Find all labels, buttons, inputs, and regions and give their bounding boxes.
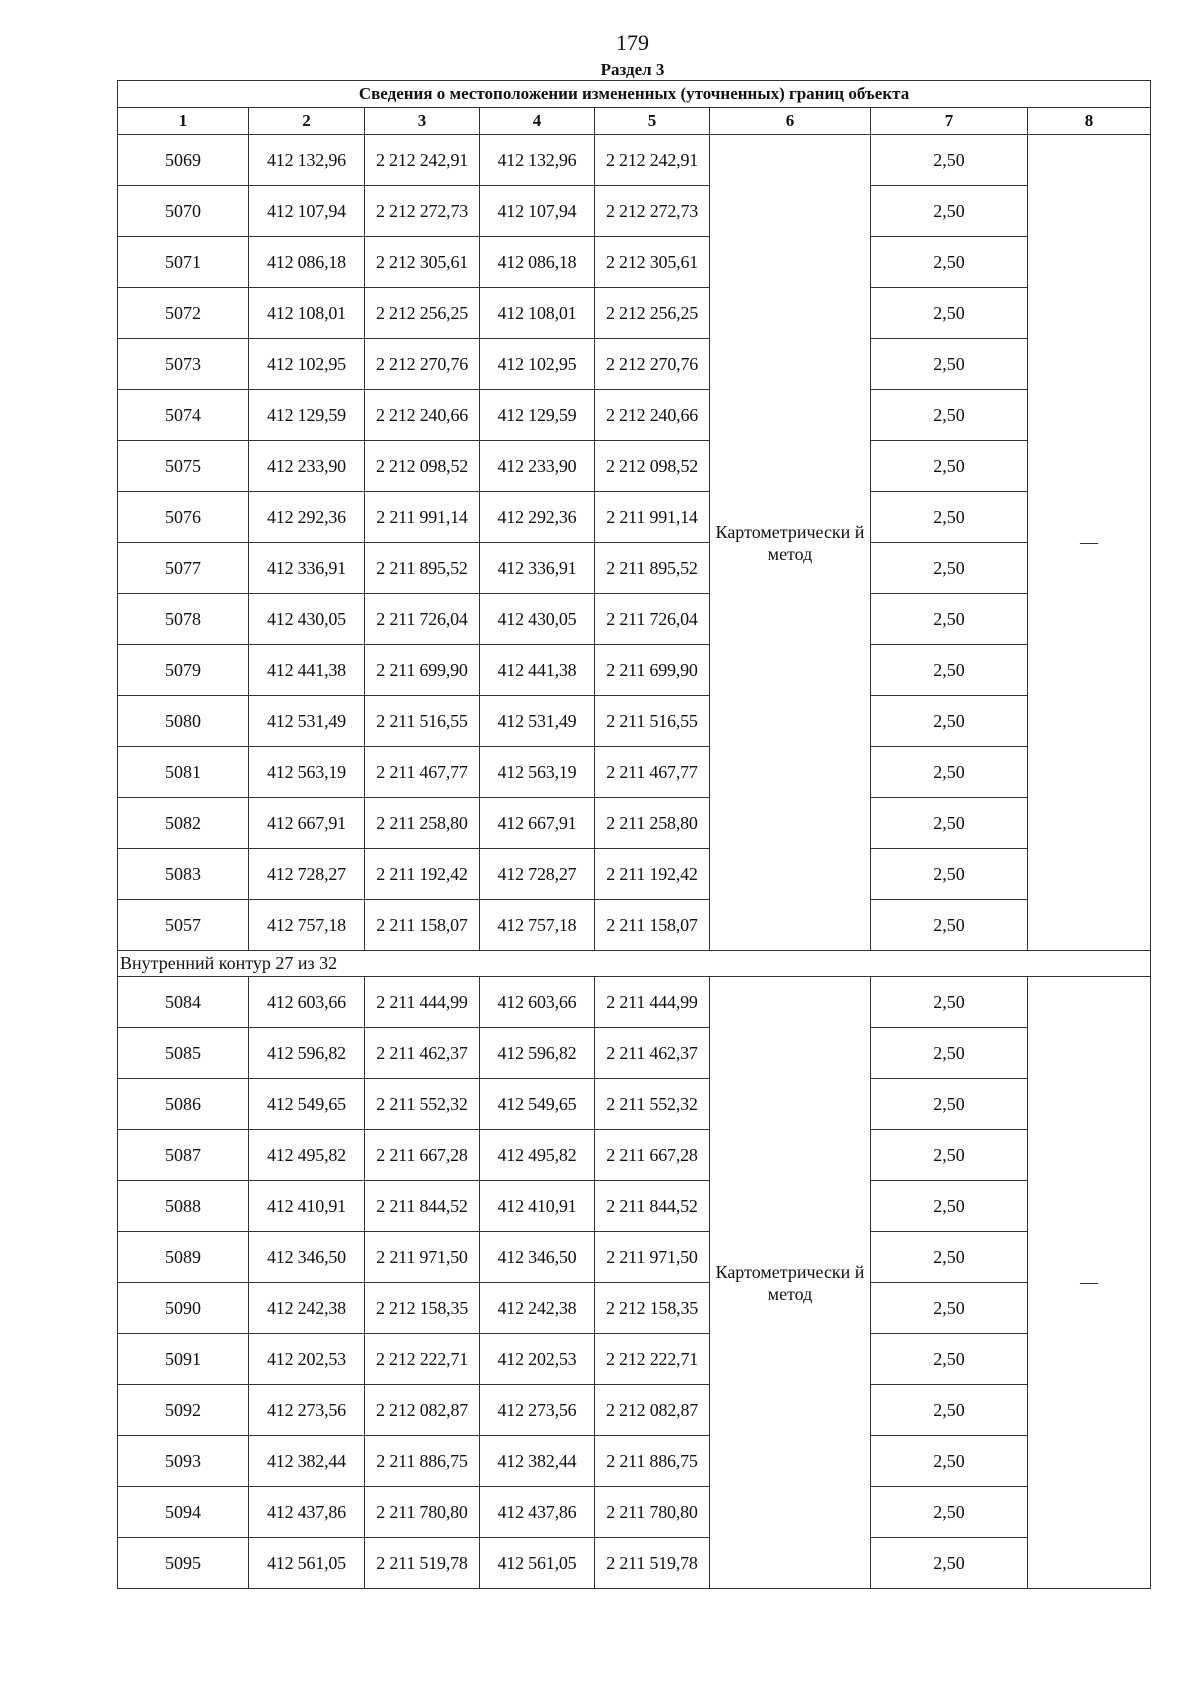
table-body [118, 135, 1151, 1589]
y-new-coordinate-cell: 2 211 192,42 [595, 849, 710, 900]
y-coordinate-cell: 2 211 192,42 [365, 849, 480, 900]
x-coordinate-cell: 412 202,53 [249, 1334, 365, 1385]
y-new-coordinate-cell: 2 211 158,07 [595, 900, 710, 951]
y-coordinate-cell: 2 212 272,73 [365, 186, 480, 237]
y-new-coordinate-cell: 2 212 240,66 [595, 390, 710, 441]
point-number-cell: 5090 [118, 1283, 249, 1334]
x-coordinate-cell: 412 336,91 [249, 543, 365, 594]
y-new-coordinate-cell: 2 212 242,91 [595, 135, 710, 186]
point-number-cell: 5072 [118, 288, 249, 339]
point-number-cell: 5071 [118, 237, 249, 288]
table-row [118, 1181, 1151, 1232]
column8-cell: — [1028, 135, 1151, 951]
y-new-coordinate-cell: 2 211 444,99 [595, 977, 710, 1028]
y-new-coordinate-cell: 2 211 886,75 [595, 1436, 710, 1487]
y-coordinate-cell: 2 211 158,07 [365, 900, 480, 951]
point-number-cell: 5088 [118, 1181, 249, 1232]
column-number-header: 5 [595, 108, 710, 135]
precision-cell: 2,50 [871, 798, 1028, 849]
y-new-coordinate-cell: 2 211 552,32 [595, 1079, 710, 1130]
x-coordinate-cell: 412 273,56 [249, 1385, 365, 1436]
precision-cell: 2,50 [871, 696, 1028, 747]
x-new-coordinate-cell: 412 132,96 [480, 135, 595, 186]
x-new-coordinate-cell: 412 410,91 [480, 1181, 595, 1232]
table-row [118, 594, 1151, 645]
y-coordinate-cell: 2 212 098,52 [365, 441, 480, 492]
table-row [118, 390, 1151, 441]
precision-cell: 2,50 [871, 747, 1028, 798]
method-cell: Картометрически й метод [710, 977, 871, 1589]
precision-cell: 2,50 [871, 492, 1028, 543]
y-new-coordinate-cell: 2 212 222,71 [595, 1334, 710, 1385]
contour-label: Внутренний контур 27 из 32 [118, 951, 1151, 977]
precision-cell: 2,50 [871, 1181, 1028, 1232]
table-row [118, 492, 1151, 543]
table-row [118, 339, 1151, 390]
x-coordinate-cell: 412 129,59 [249, 390, 365, 441]
x-coordinate-cell: 412 233,90 [249, 441, 365, 492]
x-coordinate-cell: 412 410,91 [249, 1181, 365, 1232]
x-coordinate-cell: 412 437,86 [249, 1487, 365, 1538]
x-new-coordinate-cell: 412 667,91 [480, 798, 595, 849]
precision-cell: 2,50 [871, 900, 1028, 951]
x-new-coordinate-cell: 412 603,66 [480, 977, 595, 1028]
table-row [118, 1385, 1151, 1436]
point-number-cell: 5095 [118, 1538, 249, 1589]
x-new-coordinate-cell: 412 441,38 [480, 645, 595, 696]
x-new-coordinate-cell: 412 129,59 [480, 390, 595, 441]
x-new-coordinate-cell: 412 382,44 [480, 1436, 595, 1487]
point-number-cell: 5091 [118, 1334, 249, 1385]
x-coordinate-cell: 412 757,18 [249, 900, 365, 951]
y-coordinate-cell: 2 212 240,66 [365, 390, 480, 441]
x-coordinate-cell: 412 561,05 [249, 1538, 365, 1589]
point-number-cell: 5094 [118, 1487, 249, 1538]
y-new-coordinate-cell: 2 211 895,52 [595, 543, 710, 594]
y-coordinate-cell: 2 211 519,78 [365, 1538, 480, 1589]
column-numbers-row [118, 108, 1151, 135]
x-new-coordinate-cell: 412 273,56 [480, 1385, 595, 1436]
column8-cell: — [1028, 977, 1151, 1589]
x-new-coordinate-cell: 412 549,65 [480, 1079, 595, 1130]
point-number-cell: 5092 [118, 1385, 249, 1436]
precision-cell: 2,50 [871, 1385, 1028, 1436]
point-number-cell: 5093 [118, 1436, 249, 1487]
x-coordinate-cell: 412 495,82 [249, 1130, 365, 1181]
precision-cell: 2,50 [871, 1028, 1028, 1079]
y-coordinate-cell: 2 211 552,32 [365, 1079, 480, 1130]
point-number-cell: 5073 [118, 339, 249, 390]
precision-cell: 2,50 [871, 1130, 1028, 1181]
x-new-coordinate-cell: 412 596,82 [480, 1028, 595, 1079]
table-row [118, 1079, 1151, 1130]
point-number-cell: 5080 [118, 696, 249, 747]
column-number-header: 2 [249, 108, 365, 135]
table-row [118, 849, 1151, 900]
y-new-coordinate-cell: 2 211 467,77 [595, 747, 710, 798]
x-new-coordinate-cell: 412 495,82 [480, 1130, 595, 1181]
x-new-coordinate-cell: 412 102,95 [480, 339, 595, 390]
y-new-coordinate-cell: 2 211 991,14 [595, 492, 710, 543]
table-row [118, 900, 1151, 951]
precision-cell: 2,50 [871, 237, 1028, 288]
x-new-coordinate-cell: 412 242,38 [480, 1283, 595, 1334]
y-new-coordinate-cell: 2 212 305,61 [595, 237, 710, 288]
precision-cell: 2,50 [871, 339, 1028, 390]
y-coordinate-cell: 2 211 444,99 [365, 977, 480, 1028]
x-coordinate-cell: 412 242,38 [249, 1283, 365, 1334]
y-new-coordinate-cell: 2 211 699,90 [595, 645, 710, 696]
x-coordinate-cell: 412 382,44 [249, 1436, 365, 1487]
point-number-cell: 5074 [118, 390, 249, 441]
x-coordinate-cell: 412 430,05 [249, 594, 365, 645]
x-coordinate-cell: 412 441,38 [249, 645, 365, 696]
page-number: 179 [616, 30, 649, 55]
precision-cell: 2,50 [871, 135, 1028, 186]
x-new-coordinate-cell: 412 757,18 [480, 900, 595, 951]
y-coordinate-cell: 2 211 971,50 [365, 1232, 480, 1283]
y-new-coordinate-cell: 2 211 667,28 [595, 1130, 710, 1181]
table-row [118, 543, 1151, 594]
x-coordinate-cell: 412 102,95 [249, 339, 365, 390]
precision-cell: 2,50 [871, 441, 1028, 492]
table-row [118, 186, 1151, 237]
y-coordinate-cell: 2 211 886,75 [365, 1436, 480, 1487]
table-row [118, 1232, 1151, 1283]
precision-cell: 2,50 [871, 1334, 1028, 1385]
y-coordinate-cell: 2 211 462,37 [365, 1028, 480, 1079]
precision-cell: 2,50 [871, 849, 1028, 900]
precision-cell: 2,50 [871, 594, 1028, 645]
method-cell: Картометрически й метод [710, 135, 871, 951]
precision-cell: 2,50 [871, 1079, 1028, 1130]
x-coordinate-cell: 412 531,49 [249, 696, 365, 747]
x-new-coordinate-cell: 412 108,01 [480, 288, 595, 339]
table-row [118, 441, 1151, 492]
precision-cell: 2,50 [871, 645, 1028, 696]
table-title: Сведения о местоположении измененных (уточненных) границ объекта [118, 81, 1151, 108]
x-new-coordinate-cell: 412 292,36 [480, 492, 595, 543]
y-coordinate-cell: 2 211 895,52 [365, 543, 480, 594]
y-new-coordinate-cell: 2 212 270,76 [595, 339, 710, 390]
y-coordinate-cell: 2 211 467,77 [365, 747, 480, 798]
y-coordinate-cell: 2 211 699,90 [365, 645, 480, 696]
x-new-coordinate-cell: 412 430,05 [480, 594, 595, 645]
table-row [118, 798, 1151, 849]
x-coordinate-cell: 412 563,19 [249, 747, 365, 798]
table-row [118, 237, 1151, 288]
column-number-header: 1 [118, 108, 249, 135]
y-new-coordinate-cell: 2 211 971,50 [595, 1232, 710, 1283]
table-row [118, 288, 1151, 339]
y-coordinate-cell: 2 211 258,80 [365, 798, 480, 849]
table-row [118, 696, 1151, 747]
x-new-coordinate-cell: 412 346,50 [480, 1232, 595, 1283]
y-new-coordinate-cell: 2 211 519,78 [595, 1538, 710, 1589]
point-number-cell: 5079 [118, 645, 249, 696]
table-row [118, 1130, 1151, 1181]
coordinates-table [117, 80, 1151, 1589]
x-new-coordinate-cell: 412 437,86 [480, 1487, 595, 1538]
x-new-coordinate-cell: 412 728,27 [480, 849, 595, 900]
x-new-coordinate-cell: 412 233,90 [480, 441, 595, 492]
y-new-coordinate-cell: 2 211 516,55 [595, 696, 710, 747]
x-coordinate-cell: 412 728,27 [249, 849, 365, 900]
column-number-header: 7 [871, 108, 1028, 135]
point-number-cell: 5070 [118, 186, 249, 237]
x-coordinate-cell: 412 603,66 [249, 977, 365, 1028]
y-coordinate-cell: 2 211 991,14 [365, 492, 480, 543]
y-coordinate-cell: 2 211 516,55 [365, 696, 480, 747]
y-coordinate-cell: 2 211 780,80 [365, 1487, 480, 1538]
table-row [118, 1538, 1151, 1589]
point-number-cell: 5083 [118, 849, 249, 900]
x-coordinate-cell: 412 086,18 [249, 237, 365, 288]
x-new-coordinate-cell: 412 107,94 [480, 186, 595, 237]
column-number-header: 3 [365, 108, 480, 135]
table-row [118, 977, 1151, 1028]
point-number-cell: 5069 [118, 135, 249, 186]
x-coordinate-cell: 412 108,01 [249, 288, 365, 339]
point-number-cell: 5086 [118, 1079, 249, 1130]
y-new-coordinate-cell: 2 212 082,87 [595, 1385, 710, 1436]
y-new-coordinate-cell: 2 212 272,73 [595, 186, 710, 237]
y-coordinate-cell: 2 212 270,76 [365, 339, 480, 390]
table-row [118, 747, 1151, 798]
point-number-cell: 5084 [118, 977, 249, 1028]
y-coordinate-cell: 2 212 082,87 [365, 1385, 480, 1436]
y-coordinate-cell: 2 212 158,35 [365, 1283, 480, 1334]
point-number-cell: 5081 [118, 747, 249, 798]
precision-cell: 2,50 [871, 390, 1028, 441]
x-coordinate-cell: 412 292,36 [249, 492, 365, 543]
column-number-header: 6 [710, 108, 871, 135]
y-new-coordinate-cell: 2 212 158,35 [595, 1283, 710, 1334]
x-new-coordinate-cell: 412 531,49 [480, 696, 595, 747]
precision-cell: 2,50 [871, 977, 1028, 1028]
point-number-cell: 5057 [118, 900, 249, 951]
y-new-coordinate-cell: 2 211 726,04 [595, 594, 710, 645]
x-coordinate-cell: 412 549,65 [249, 1079, 365, 1130]
table-row [118, 1334, 1151, 1385]
table-row [118, 1028, 1151, 1079]
y-coordinate-cell: 2 211 726,04 [365, 594, 480, 645]
y-coordinate-cell: 2 211 844,52 [365, 1181, 480, 1232]
precision-cell: 2,50 [871, 1487, 1028, 1538]
x-new-coordinate-cell: 412 563,19 [480, 747, 595, 798]
y-coordinate-cell: 2 212 256,25 [365, 288, 480, 339]
table-row [118, 1283, 1151, 1334]
y-coordinate-cell: 2 212 242,91 [365, 135, 480, 186]
precision-cell: 2,50 [871, 1538, 1028, 1589]
precision-cell: 2,50 [871, 543, 1028, 594]
point-number-cell: 5082 [118, 798, 249, 849]
point-number-cell: 5075 [118, 441, 249, 492]
x-new-coordinate-cell: 412 202,53 [480, 1334, 595, 1385]
table-row [118, 645, 1151, 696]
precision-cell: 2,50 [871, 1232, 1028, 1283]
point-number-cell: 5077 [118, 543, 249, 594]
column-number-header: 4 [480, 108, 595, 135]
precision-cell: 2,50 [871, 1283, 1028, 1334]
point-number-cell: 5078 [118, 594, 249, 645]
x-coordinate-cell: 412 346,50 [249, 1232, 365, 1283]
table-row [118, 135, 1151, 186]
x-coordinate-cell: 412 596,82 [249, 1028, 365, 1079]
point-number-cell: 5089 [118, 1232, 249, 1283]
table-row [118, 1487, 1151, 1538]
x-coordinate-cell: 412 107,94 [249, 186, 365, 237]
y-new-coordinate-cell: 2 212 256,25 [595, 288, 710, 339]
y-coordinate-cell: 2 212 222,71 [365, 1334, 480, 1385]
table-row [118, 1436, 1151, 1487]
section-title: Раздел 3 [600, 60, 665, 79]
precision-cell: 2,50 [871, 186, 1028, 237]
point-number-cell: 5076 [118, 492, 249, 543]
point-number-cell: 5087 [118, 1130, 249, 1181]
x-new-coordinate-cell: 412 336,91 [480, 543, 595, 594]
point-number-cell: 5085 [118, 1028, 249, 1079]
x-coordinate-cell: 412 132,96 [249, 135, 365, 186]
y-coordinate-cell: 2 212 305,61 [365, 237, 480, 288]
x-coordinate-cell: 412 667,91 [249, 798, 365, 849]
x-new-coordinate-cell: 412 561,05 [480, 1538, 595, 1589]
precision-cell: 2,50 [871, 1436, 1028, 1487]
y-coordinate-cell: 2 211 667,28 [365, 1130, 480, 1181]
contour-label-row [118, 951, 1151, 977]
precision-cell: 2,50 [871, 288, 1028, 339]
column-number-header: 8 [1028, 108, 1151, 135]
y-new-coordinate-cell: 2 211 780,80 [595, 1487, 710, 1538]
x-new-coordinate-cell: 412 086,18 [480, 237, 595, 288]
y-new-coordinate-cell: 2 211 462,37 [595, 1028, 710, 1079]
y-new-coordinate-cell: 2 212 098,52 [595, 441, 710, 492]
y-new-coordinate-cell: 2 211 844,52 [595, 1181, 710, 1232]
y-new-coordinate-cell: 2 211 258,80 [595, 798, 710, 849]
